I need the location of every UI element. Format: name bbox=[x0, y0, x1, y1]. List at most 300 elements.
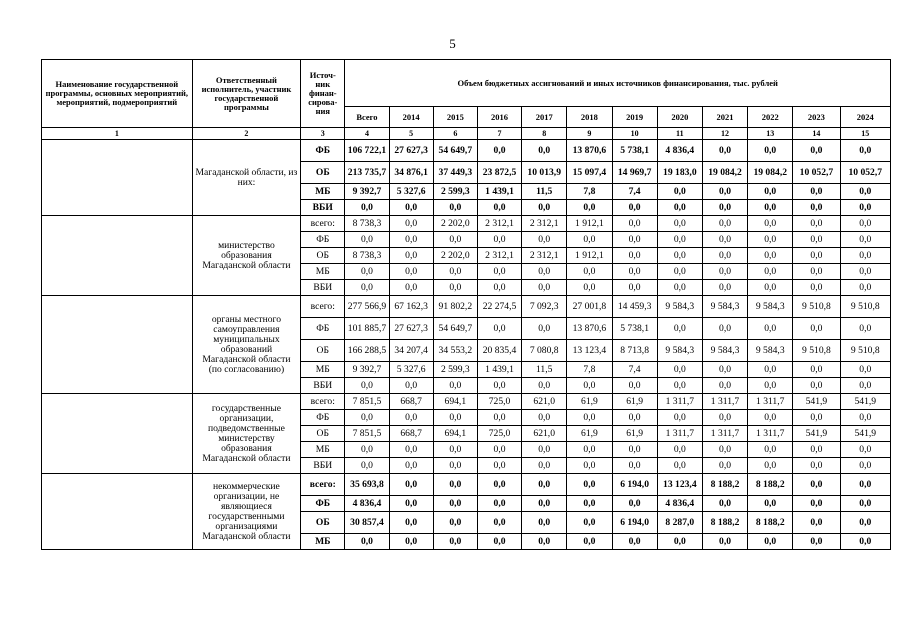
column-number: 6 bbox=[433, 128, 477, 140]
funding-source-cell: ОБ bbox=[301, 426, 345, 442]
funding-source-cell: ФБ bbox=[301, 232, 345, 248]
value-cell: 2 312,1 bbox=[477, 248, 521, 264]
value-cell: 0,0 bbox=[522, 280, 567, 296]
value-cell: 0,0 bbox=[702, 140, 747, 162]
value-cell: 0,0 bbox=[702, 248, 747, 264]
value-cell: 4 836,4 bbox=[657, 140, 702, 162]
value-cell: 13 870,6 bbox=[567, 318, 612, 340]
value-cell: 2 312,1 bbox=[477, 216, 521, 232]
value-cell: 0,0 bbox=[702, 410, 747, 426]
value-cell: 0,0 bbox=[612, 496, 657, 512]
value-cell: 0,0 bbox=[840, 264, 890, 280]
header-year: 2017 bbox=[522, 107, 567, 128]
value-cell: 0,0 bbox=[389, 534, 433, 550]
column-number: 1 bbox=[42, 128, 193, 140]
value-cell: 2 599,3 bbox=[433, 362, 477, 378]
value-cell: 0,0 bbox=[522, 318, 567, 340]
value-cell: 0,0 bbox=[477, 410, 521, 426]
header-year: 2024 bbox=[840, 107, 890, 128]
value-cell: 0,0 bbox=[612, 232, 657, 248]
funding-source-cell: всего: bbox=[301, 296, 345, 318]
value-cell: 0,0 bbox=[793, 232, 840, 248]
value-cell: 621,0 bbox=[522, 426, 567, 442]
header-year: Всего bbox=[345, 107, 389, 128]
value-cell: 0,0 bbox=[567, 474, 612, 496]
value-cell: 0,0 bbox=[793, 474, 840, 496]
value-cell: 725,0 bbox=[477, 394, 521, 410]
value-cell: 0,0 bbox=[522, 496, 567, 512]
value-cell: 1 311,7 bbox=[748, 426, 793, 442]
value-cell: 11,5 bbox=[522, 184, 567, 200]
value-cell: 0,0 bbox=[748, 442, 793, 458]
value-cell: 0,0 bbox=[748, 140, 793, 162]
value-cell: 7 851,5 bbox=[345, 426, 389, 442]
value-cell: 0,0 bbox=[748, 362, 793, 378]
funding-source-cell: ФБ bbox=[301, 140, 345, 162]
value-cell: 0,0 bbox=[748, 496, 793, 512]
value-cell: 0,0 bbox=[477, 318, 521, 340]
value-cell: 0,0 bbox=[477, 442, 521, 458]
funding-source-cell: всего: bbox=[301, 474, 345, 496]
value-cell: 4 836,4 bbox=[345, 496, 389, 512]
value-cell: 0,0 bbox=[477, 378, 521, 394]
value-cell: 0,0 bbox=[567, 280, 612, 296]
value-cell: 8 713,8 bbox=[612, 340, 657, 362]
value-cell: 0,0 bbox=[345, 232, 389, 248]
value-cell: 0,0 bbox=[748, 200, 793, 216]
value-cell: 0,0 bbox=[389, 280, 433, 296]
executor-cell: министерство образования Магаданской области bbox=[192, 216, 300, 296]
value-cell: 0,0 bbox=[433, 534, 477, 550]
value-cell: 7 092,3 bbox=[522, 296, 567, 318]
table-row bbox=[42, 474, 891, 496]
value-cell: 0,0 bbox=[477, 280, 521, 296]
value-cell: 0,0 bbox=[702, 534, 747, 550]
funding-source-cell: всего: bbox=[301, 394, 345, 410]
header-program-name: Наименование государственной программы, основных мероприятий, мероприятий, подмероприятий bbox=[42, 60, 193, 128]
value-cell: 166 288,5 bbox=[345, 340, 389, 362]
value-cell: 0,0 bbox=[433, 442, 477, 458]
value-cell: 1 912,1 bbox=[567, 248, 612, 264]
value-cell: 8 188,2 bbox=[702, 512, 747, 534]
table-row bbox=[42, 140, 891, 162]
value-cell: 101 885,7 bbox=[345, 318, 389, 340]
funding-source-cell: ВБИ bbox=[301, 200, 345, 216]
value-cell: 9 510,8 bbox=[793, 340, 840, 362]
value-cell: 0,0 bbox=[748, 318, 793, 340]
value-cell: 0,0 bbox=[567, 442, 612, 458]
value-cell: 0,0 bbox=[657, 280, 702, 296]
value-cell: 0,0 bbox=[612, 216, 657, 232]
value-cell: 668,7 bbox=[389, 394, 433, 410]
value-cell: 7 080,8 bbox=[522, 340, 567, 362]
value-cell: 0,0 bbox=[477, 264, 521, 280]
value-cell: 213 735,7 bbox=[345, 162, 389, 184]
value-cell: 0,0 bbox=[702, 458, 747, 474]
value-cell: 7,8 bbox=[567, 184, 612, 200]
funding-source-cell: ФБ bbox=[301, 410, 345, 426]
value-cell: 0,0 bbox=[793, 248, 840, 264]
value-cell: 0,0 bbox=[567, 458, 612, 474]
value-cell: 0,0 bbox=[840, 280, 890, 296]
value-cell: 0,0 bbox=[793, 458, 840, 474]
value-cell: 0,0 bbox=[612, 200, 657, 216]
value-cell: 23 872,5 bbox=[477, 162, 521, 184]
funding-source-cell: МБ bbox=[301, 534, 345, 550]
value-cell: 11,5 bbox=[522, 362, 567, 378]
value-cell: 9 584,3 bbox=[657, 340, 702, 362]
value-cell: 37 449,3 bbox=[433, 162, 477, 184]
column-number: 3 bbox=[301, 128, 345, 140]
header-year: 2020 bbox=[657, 107, 702, 128]
value-cell: 27 627,3 bbox=[389, 140, 433, 162]
value-cell: 0,0 bbox=[793, 410, 840, 426]
funding-source-cell: ОБ bbox=[301, 512, 345, 534]
value-cell: 0,0 bbox=[657, 232, 702, 248]
value-cell: 0,0 bbox=[612, 248, 657, 264]
funding-source-cell: МБ bbox=[301, 362, 345, 378]
value-cell: 0,0 bbox=[702, 232, 747, 248]
header-year: 2015 bbox=[433, 107, 477, 128]
value-cell: 0,0 bbox=[793, 512, 840, 534]
value-cell: 541,9 bbox=[840, 426, 890, 442]
value-cell: 0,0 bbox=[748, 378, 793, 394]
value-cell: 5 327,6 bbox=[389, 362, 433, 378]
column-number: 12 bbox=[702, 128, 747, 140]
value-cell: 0,0 bbox=[840, 232, 890, 248]
value-cell: 0,0 bbox=[345, 534, 389, 550]
funding-source-cell: МБ bbox=[301, 442, 345, 458]
column-number: 15 bbox=[840, 128, 890, 140]
value-cell: 0,0 bbox=[657, 442, 702, 458]
value-cell: 0,0 bbox=[793, 200, 840, 216]
value-cell: 0,0 bbox=[840, 362, 890, 378]
value-cell: 0,0 bbox=[522, 264, 567, 280]
value-cell: 0,0 bbox=[657, 318, 702, 340]
funding-source-cell: ВБИ bbox=[301, 458, 345, 474]
value-cell: 0,0 bbox=[522, 200, 567, 216]
value-cell: 694,1 bbox=[433, 394, 477, 410]
value-cell: 0,0 bbox=[657, 362, 702, 378]
value-cell: 0,0 bbox=[389, 512, 433, 534]
value-cell: 9 510,8 bbox=[840, 340, 890, 362]
value-cell: 1 311,7 bbox=[702, 394, 747, 410]
value-cell: 0,0 bbox=[702, 280, 747, 296]
value-cell: 61,9 bbox=[612, 426, 657, 442]
value-cell: 0,0 bbox=[389, 216, 433, 232]
executor-cell: органы местного самоуправления муниципальных образований Магаданской области (по согласованию) bbox=[192, 296, 300, 394]
column-number: 11 bbox=[657, 128, 702, 140]
value-cell: 0,0 bbox=[567, 264, 612, 280]
value-cell: 0,0 bbox=[389, 474, 433, 496]
value-cell: 668,7 bbox=[389, 426, 433, 442]
header-year: 2016 bbox=[477, 107, 521, 128]
program-name-cell bbox=[42, 140, 193, 216]
header-year: 2021 bbox=[702, 107, 747, 128]
value-cell: 1 311,7 bbox=[748, 394, 793, 410]
value-cell: 0,0 bbox=[433, 410, 477, 426]
column-number: 4 bbox=[345, 128, 389, 140]
value-cell: 0,0 bbox=[793, 280, 840, 296]
value-cell: 0,0 bbox=[389, 248, 433, 264]
value-cell: 13 123,4 bbox=[567, 340, 612, 362]
value-cell: 9 510,8 bbox=[840, 296, 890, 318]
value-cell: 0,0 bbox=[389, 232, 433, 248]
value-cell: 22 274,5 bbox=[477, 296, 521, 318]
value-cell: 0,0 bbox=[433, 474, 477, 496]
header-year: 2023 bbox=[793, 107, 840, 128]
column-number: 8 bbox=[522, 128, 567, 140]
header-year: 2014 bbox=[389, 107, 433, 128]
value-cell: 0,0 bbox=[567, 410, 612, 426]
value-cell: 0,0 bbox=[702, 184, 747, 200]
value-cell: 19 084,2 bbox=[748, 162, 793, 184]
program-name-cell bbox=[42, 474, 193, 550]
value-cell: 91 802,2 bbox=[433, 296, 477, 318]
value-cell: 7 851,5 bbox=[345, 394, 389, 410]
column-number: 13 bbox=[748, 128, 793, 140]
value-cell: 0,0 bbox=[840, 458, 890, 474]
value-cell: 0,0 bbox=[389, 458, 433, 474]
value-cell: 27 627,3 bbox=[389, 318, 433, 340]
value-cell: 0,0 bbox=[748, 232, 793, 248]
funding-source-cell: ОБ bbox=[301, 248, 345, 264]
value-cell: 6 194,0 bbox=[612, 512, 657, 534]
value-cell: 0,0 bbox=[612, 378, 657, 394]
funding-source-cell: ВБИ bbox=[301, 378, 345, 394]
value-cell: 0,0 bbox=[567, 378, 612, 394]
value-cell: 0,0 bbox=[657, 534, 702, 550]
value-cell: 0,0 bbox=[477, 496, 521, 512]
value-cell: 20 835,4 bbox=[477, 340, 521, 362]
value-cell: 0,0 bbox=[522, 458, 567, 474]
funding-source-cell: ФБ bbox=[301, 318, 345, 340]
value-cell: 2 312,1 bbox=[522, 248, 567, 264]
value-cell: 61,9 bbox=[567, 426, 612, 442]
funding-source-cell: ОБ bbox=[301, 162, 345, 184]
value-cell: 1 439,1 bbox=[477, 362, 521, 378]
value-cell: 0,0 bbox=[433, 378, 477, 394]
value-cell: 0,0 bbox=[748, 216, 793, 232]
value-cell: 9 584,3 bbox=[748, 340, 793, 362]
value-cell: 0,0 bbox=[748, 410, 793, 426]
column-number: 9 bbox=[567, 128, 612, 140]
value-cell: 0,0 bbox=[840, 410, 890, 426]
value-cell: 7,4 bbox=[612, 362, 657, 378]
value-cell: 0,0 bbox=[840, 378, 890, 394]
value-cell: 0,0 bbox=[748, 280, 793, 296]
value-cell: 0,0 bbox=[477, 232, 521, 248]
value-cell: 0,0 bbox=[477, 534, 521, 550]
value-cell: 541,9 bbox=[793, 426, 840, 442]
value-cell: 13 870,6 bbox=[567, 140, 612, 162]
value-cell: 0,0 bbox=[345, 280, 389, 296]
value-cell: 0,0 bbox=[389, 496, 433, 512]
value-cell: 14 969,7 bbox=[612, 162, 657, 184]
value-cell: 34 553,2 bbox=[433, 340, 477, 362]
value-cell: 54 649,7 bbox=[433, 318, 477, 340]
value-cell: 0,0 bbox=[433, 264, 477, 280]
value-cell: 0,0 bbox=[793, 496, 840, 512]
funding-source-cell: МБ bbox=[301, 184, 345, 200]
value-cell: 0,0 bbox=[522, 512, 567, 534]
value-cell: 0,0 bbox=[345, 458, 389, 474]
value-cell: 0,0 bbox=[793, 378, 840, 394]
value-cell: 0,0 bbox=[612, 458, 657, 474]
value-cell: 4 836,4 bbox=[657, 496, 702, 512]
funding-source-cell: ФБ bbox=[301, 496, 345, 512]
value-cell: 27 001,8 bbox=[567, 296, 612, 318]
value-cell: 0,0 bbox=[840, 318, 890, 340]
value-cell: 2 202,0 bbox=[433, 216, 477, 232]
value-cell: 7,8 bbox=[567, 362, 612, 378]
column-number: 7 bbox=[477, 128, 521, 140]
value-cell: 1 311,7 bbox=[702, 426, 747, 442]
value-cell: 61,9 bbox=[612, 394, 657, 410]
value-cell: 5 327,6 bbox=[389, 184, 433, 200]
value-cell: 0,0 bbox=[389, 410, 433, 426]
value-cell: 0,0 bbox=[793, 534, 840, 550]
value-cell: 2 599,3 bbox=[433, 184, 477, 200]
value-cell: 0,0 bbox=[345, 410, 389, 426]
value-cell: 8 188,2 bbox=[702, 474, 747, 496]
value-cell: 0,0 bbox=[567, 534, 612, 550]
column-number: 14 bbox=[793, 128, 840, 140]
program-name-cell bbox=[42, 394, 193, 474]
value-cell: 725,0 bbox=[477, 426, 521, 442]
value-cell: 0,0 bbox=[840, 496, 890, 512]
value-cell: 0,0 bbox=[389, 264, 433, 280]
column-number: 5 bbox=[389, 128, 433, 140]
value-cell: 14 459,3 bbox=[612, 296, 657, 318]
value-cell: 10 013,9 bbox=[522, 162, 567, 184]
header-year: 2018 bbox=[567, 107, 612, 128]
value-cell: 0,0 bbox=[612, 264, 657, 280]
value-cell: 0,0 bbox=[477, 200, 521, 216]
funding-source-cell: ОБ bbox=[301, 340, 345, 362]
value-cell: 0,0 bbox=[612, 534, 657, 550]
value-cell: 0,0 bbox=[567, 496, 612, 512]
value-cell: 0,0 bbox=[567, 512, 612, 534]
value-cell: 0,0 bbox=[702, 378, 747, 394]
value-cell: 19 183,0 bbox=[657, 162, 702, 184]
value-cell: 35 693,8 bbox=[345, 474, 389, 496]
value-cell: 0,0 bbox=[840, 216, 890, 232]
value-cell: 277 566,9 bbox=[345, 296, 389, 318]
page-number: 5 bbox=[449, 36, 456, 51]
value-cell: 1 311,7 bbox=[657, 394, 702, 410]
header-year: 2022 bbox=[748, 107, 793, 128]
value-cell: 0,0 bbox=[389, 200, 433, 216]
value-cell: 0,0 bbox=[345, 378, 389, 394]
value-cell: 0,0 bbox=[522, 534, 567, 550]
value-cell: 0,0 bbox=[702, 216, 747, 232]
value-cell: 0,0 bbox=[657, 216, 702, 232]
value-cell: 0,0 bbox=[389, 442, 433, 458]
value-cell: 0,0 bbox=[748, 248, 793, 264]
value-cell: 8 188,2 bbox=[748, 512, 793, 534]
value-cell: 30 857,4 bbox=[345, 512, 389, 534]
executor-cell: государственные организации, подведомственные министерству образования Магаданской области bbox=[192, 394, 300, 474]
value-cell: 0,0 bbox=[840, 184, 890, 200]
value-cell: 0,0 bbox=[612, 410, 657, 426]
value-cell: 0,0 bbox=[793, 140, 840, 162]
executor-cell: Магаданской области, из них: bbox=[192, 140, 300, 216]
header-executor: Ответственный исполнитель, участник государственной программы bbox=[192, 60, 300, 128]
funding-source-cell: МБ bbox=[301, 264, 345, 280]
value-cell: 0,0 bbox=[522, 410, 567, 426]
value-cell: 0,0 bbox=[612, 442, 657, 458]
value-cell: 0,0 bbox=[840, 200, 890, 216]
value-cell: 106 722,1 bbox=[345, 140, 389, 162]
value-cell: 7,4 bbox=[612, 184, 657, 200]
value-cell: 0,0 bbox=[567, 232, 612, 248]
value-cell: 0,0 bbox=[748, 264, 793, 280]
program-name-cell bbox=[42, 296, 193, 394]
value-cell: 0,0 bbox=[522, 140, 567, 162]
value-cell: 0,0 bbox=[793, 264, 840, 280]
value-cell: 2 202,0 bbox=[433, 248, 477, 264]
value-cell: 0,0 bbox=[657, 410, 702, 426]
value-cell: 9 510,8 bbox=[793, 296, 840, 318]
value-cell: 5 738,1 bbox=[612, 140, 657, 162]
value-cell: 0,0 bbox=[612, 280, 657, 296]
value-cell: 0,0 bbox=[702, 496, 747, 512]
value-cell: 0,0 bbox=[433, 496, 477, 512]
value-cell: 541,9 bbox=[793, 394, 840, 410]
value-cell: 10 052,7 bbox=[840, 162, 890, 184]
value-cell: 621,0 bbox=[522, 394, 567, 410]
program-name-cell bbox=[42, 216, 193, 296]
value-cell: 13 123,4 bbox=[657, 474, 702, 496]
value-cell: 9 584,3 bbox=[702, 296, 747, 318]
value-cell: 0,0 bbox=[702, 200, 747, 216]
value-cell: 0,0 bbox=[748, 534, 793, 550]
value-cell: 0,0 bbox=[345, 200, 389, 216]
value-cell: 0,0 bbox=[748, 458, 793, 474]
value-cell: 1 912,1 bbox=[567, 216, 612, 232]
header-funding-source: Источ-ник финан-сирова-ния bbox=[301, 60, 345, 128]
value-cell: 9 392,7 bbox=[345, 362, 389, 378]
value-cell: 0,0 bbox=[433, 200, 477, 216]
value-cell: 67 162,3 bbox=[389, 296, 433, 318]
value-cell: 34 207,4 bbox=[389, 340, 433, 362]
value-cell: 0,0 bbox=[657, 184, 702, 200]
value-cell: 0,0 bbox=[477, 512, 521, 534]
value-cell: 34 876,1 bbox=[389, 162, 433, 184]
value-cell: 0,0 bbox=[345, 442, 389, 458]
column-number: 10 bbox=[612, 128, 657, 140]
value-cell: 0,0 bbox=[567, 200, 612, 216]
value-cell: 0,0 bbox=[657, 458, 702, 474]
value-cell: 2 312,1 bbox=[522, 216, 567, 232]
value-cell: 6 194,0 bbox=[612, 474, 657, 496]
value-cell: 8 738,3 bbox=[345, 216, 389, 232]
budget-table bbox=[41, 59, 891, 550]
funding-source-cell: всего: bbox=[301, 216, 345, 232]
value-cell: 0,0 bbox=[702, 318, 747, 340]
value-cell: 0,0 bbox=[477, 140, 521, 162]
funding-source-cell: ВБИ bbox=[301, 280, 345, 296]
header-year: 2019 bbox=[612, 107, 657, 128]
table-row bbox=[42, 394, 891, 410]
value-cell: 8 188,2 bbox=[748, 474, 793, 496]
value-cell: 8 738,3 bbox=[345, 248, 389, 264]
value-cell: 8 287,0 bbox=[657, 512, 702, 534]
table-row bbox=[42, 216, 891, 232]
value-cell: 0,0 bbox=[389, 378, 433, 394]
value-cell: 0,0 bbox=[840, 442, 890, 458]
